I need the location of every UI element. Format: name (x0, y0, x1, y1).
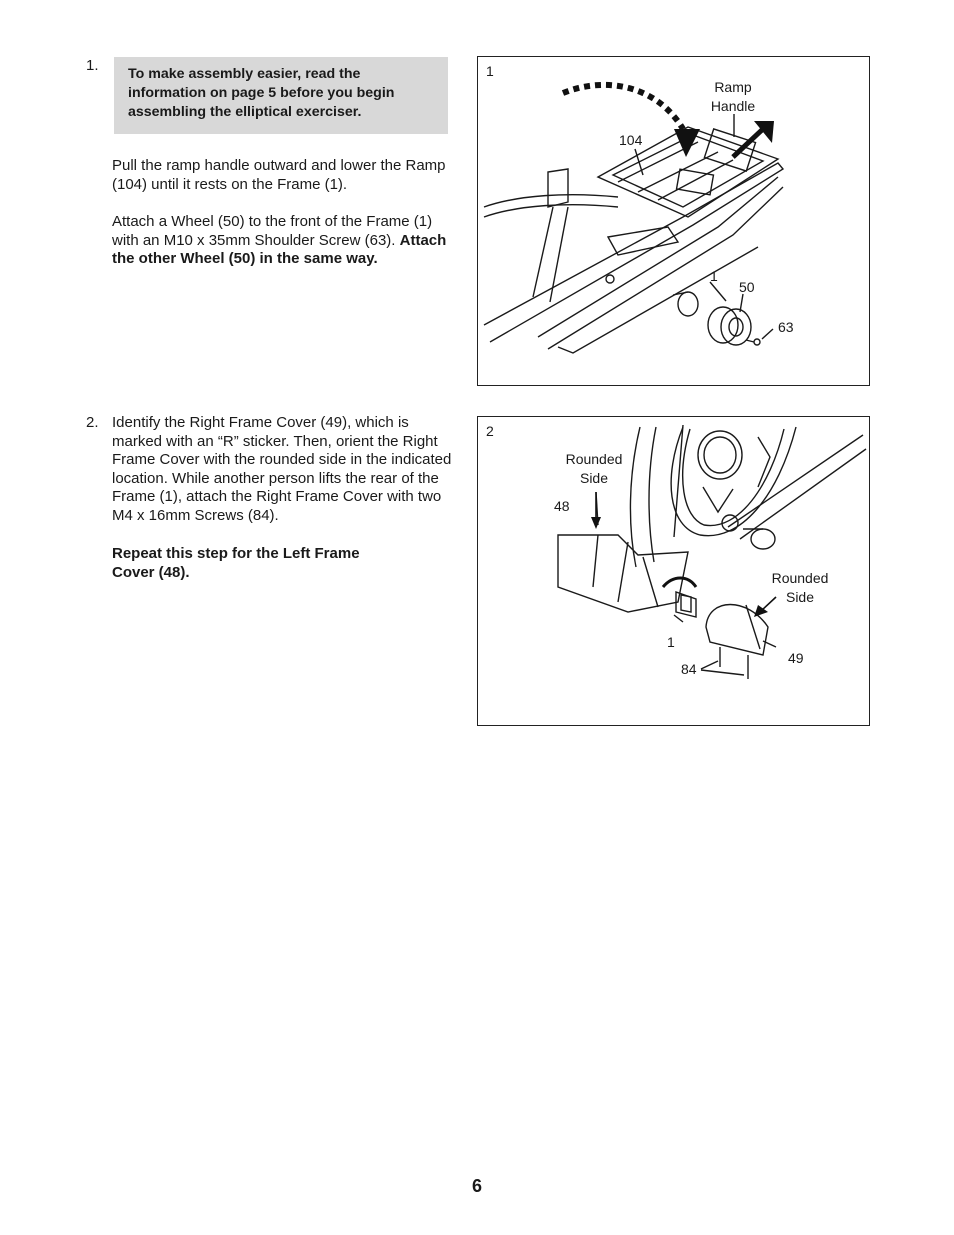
step-1-number: 1. (86, 57, 99, 74)
figure-2-number: 2 (486, 423, 494, 439)
ramp-handle-label (700, 78, 766, 116)
part-1-label: 1 (710, 268, 718, 284)
step-1-paragraph-2-bold: Attach the other Wheel (50) in the same way. (112, 231, 447, 267)
part-84-label: 84 (681, 661, 697, 677)
rounded-side-left-line2: Side (579, 470, 609, 486)
part-63-label: 63 (778, 319, 794, 335)
rounded-side-right-line2: Side (785, 589, 815, 605)
step-1-paragraph-2-text: Attach a Wheel (50) to the front of the Frame (1) with an M10 x 35mm Shoulder Screw (63). (112, 213, 433, 249)
part-104-label: 104 (619, 132, 643, 148)
step-1-paragraph-2 (112, 213, 452, 269)
part-49-label: 49 (788, 650, 804, 666)
figure-1-illustration (478, 57, 871, 387)
figure-1-number: 1 (486, 63, 494, 79)
ramp-handle-label-line2: Handle (710, 98, 756, 114)
rounded-side-left-label (558, 450, 630, 488)
rounded-side-right-line1: Rounded (771, 570, 829, 586)
part-48-label: 48 (554, 498, 570, 514)
ramp-handle-label-line1: Ramp (714, 79, 752, 95)
part-50-label: 50 (739, 279, 755, 295)
part-1-label-fig2: 1 (667, 634, 675, 650)
assembly-note: To make assembly easier, read the information on page 5 before you begin assembling the elliptical exerciser. (114, 57, 448, 134)
figure-1 (477, 56, 870, 386)
figure-2 (477, 416, 870, 726)
step-2-paragraph-1: Identify the Right Frame Cover (49), which is marked with an “R” sticker. Then, orient the Right Frame Cover with the rounded side in the indicated location. While another person lifts the rear of the Frame (1), attach the Right Frame Cover with two M4 x 16mm Screws (84). (112, 414, 452, 524)
step-1-paragraph-1: Pull the ramp handle outward and lower the Ramp (104) until it rests on the Frame (1). (112, 157, 446, 193)
rounded-side-left-line1: Rounded (565, 451, 623, 467)
page-number: 6 (471, 1176, 482, 1196)
step-2-number: 2. (86, 414, 99, 431)
rounded-side-right-label (764, 569, 836, 607)
step-2-paragraph-2: Repeat this step for the Left Frame Cover (48). (112, 545, 360, 581)
